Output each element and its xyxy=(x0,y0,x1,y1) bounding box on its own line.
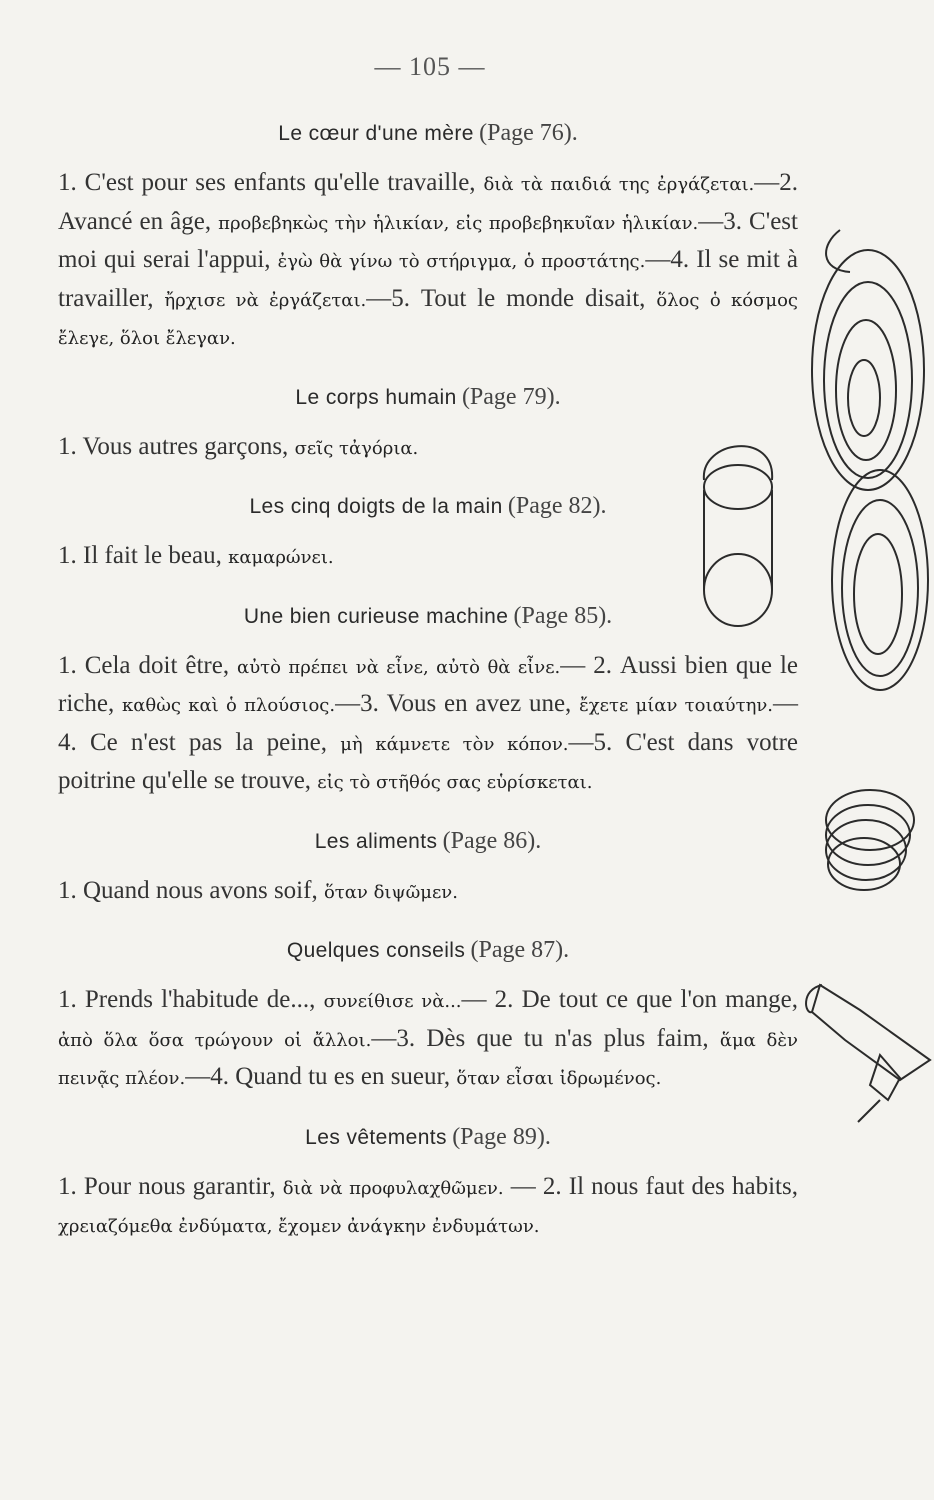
section-title: Une bien curieuse machine xyxy=(243,604,509,628)
greek-translation: ὅταν εἶσαι ἱδρωμένος. xyxy=(456,1068,662,1089)
section-paragraph xyxy=(58,982,798,1098)
section-page-ref: (Page 85). xyxy=(513,602,613,629)
section-paragraph xyxy=(58,165,798,358)
section-heading xyxy=(58,120,798,147)
greek-translation: διὰ τὰ παιδιά της ἐργάζεται. xyxy=(483,174,755,195)
french-phrase: —4. Quand tu es en sueur, xyxy=(185,1063,457,1090)
section-title: Le cœur d'une mère xyxy=(278,122,474,145)
greek-translation: ἀπὸ ὅλα ὅσα τρώγουν οἱ ἄλλοι. xyxy=(58,1029,372,1051)
french-phrase: —2. Avancé en âge, xyxy=(58,169,798,235)
greek-translation: ἅμα δὲν πεινᾷς πλέον. xyxy=(58,1029,798,1089)
section-paragraph xyxy=(58,429,798,468)
french-phrase: — 2. De tout ce que l'on mange, xyxy=(461,986,799,1013)
french-phrase: —4. Il se mit à travailler, xyxy=(58,246,798,312)
greek-translation: καμαρώνει. xyxy=(228,547,334,568)
section-page-ref: (Page 86). xyxy=(442,827,542,854)
section-page-ref: (Page 79). xyxy=(461,383,561,410)
section-title: Les aliments xyxy=(314,829,438,853)
french-phrase: 1. Vous autres garçons, xyxy=(58,432,295,460)
spiral-doodle-top xyxy=(812,230,924,490)
section-heading xyxy=(58,1124,798,1151)
greek-translation: συνείθισε νὰ... xyxy=(323,991,462,1012)
french-phrase: — 2. Il nous faut des habits, xyxy=(503,1172,798,1200)
circles-doodle xyxy=(826,790,914,890)
section-title: Le corps humain xyxy=(295,385,457,409)
greek-translation: αὐτὸ πρέπει νὰ εἶνε, αὐτὸ θὰ εἶνε. xyxy=(237,656,561,678)
greek-translation: ἔχετε μίαν τοιαύτην. xyxy=(579,695,774,716)
french-phrase: 1. Quand nous avons soif, xyxy=(58,876,324,904)
section-heading xyxy=(58,828,798,855)
page-text xyxy=(58,108,798,1272)
greek-translation: σεῖς τἀγόρια. xyxy=(294,437,419,459)
greek-translation: ἤρχισε νὰ ἐργάζεται. xyxy=(164,289,367,311)
section-paragraph xyxy=(58,1169,798,1246)
axe-doodle xyxy=(806,985,930,1122)
section-page-ref: (Page 87). xyxy=(470,937,570,963)
greek-translation: διὰ νὰ προφυλαχθῶμεν. xyxy=(282,1177,504,1199)
french-phrase: 1. Pour nous garantir, xyxy=(58,1172,283,1200)
french-phrase: —3. C'est moi qui serai l'appui, xyxy=(58,207,798,273)
section-title: Les cinq doigts de la main xyxy=(249,495,503,518)
french-phrase: —5. Tout le monde disait, xyxy=(366,284,657,312)
section-heading xyxy=(58,493,798,520)
greek-translation: καθὼς καὶ ὁ πλούσιος. xyxy=(122,695,336,716)
greek-translation: ὅταν διψῶμεν. xyxy=(323,881,458,903)
french-phrase: 1. Prends l'habitude de..., xyxy=(58,986,324,1013)
spiral-doodle-middle xyxy=(832,470,928,690)
section-title: Quelques conseils xyxy=(286,939,466,962)
section-heading xyxy=(58,603,798,630)
french-phrase: — 2. Aussi bien que le riche, xyxy=(58,651,798,717)
section-paragraph xyxy=(58,873,798,912)
section-title: Les vêtements xyxy=(305,1125,447,1149)
greek-translation: μὴ κάμνετε τὸν κόπον. xyxy=(340,733,569,755)
french-phrase: 1. Cela doit être, xyxy=(58,651,238,679)
section-heading xyxy=(58,384,798,411)
section-page-ref: (Page 76). xyxy=(479,120,578,146)
section-page-ref: (Page 82). xyxy=(507,493,607,519)
greek-translation: χρειαζόμεθα ἐνδύματα, ἔχομεν ἀνάγκην ἐνδυμάτων. xyxy=(58,1216,540,1237)
section-paragraph xyxy=(58,648,798,802)
french-phrase: —3. Vous en avez une, xyxy=(335,690,580,717)
section-heading xyxy=(58,937,798,964)
greek-translation: προβεβηκὼς τὴν ἡλικίαν, εἰς προβεβηκυῖαν ἡλικίαν. xyxy=(218,212,699,234)
french-phrase: —5. C'est dans votre poitrine qu'elle se trouve, xyxy=(58,728,798,794)
french-phrase: 1. C'est pour ses enfants qu'elle travaille, xyxy=(58,169,484,196)
french-phrase: —3. Dès que tu n'as plus faim, xyxy=(371,1024,720,1052)
greek-translation: ἐγὼ θὰ γίνω τὸ στήριγμα, ὁ προστάτης. xyxy=(277,251,646,272)
french-phrase: —4. Ce n'est pas la peine, xyxy=(58,690,799,756)
french-phrase: 1. Il fait le beau, xyxy=(58,542,229,569)
greek-translation: εἰς τὸ στῆθός σας εὑρίσκεται. xyxy=(317,772,593,793)
section-page-ref: (Page 89). xyxy=(452,1123,551,1150)
page-number: — 105 — xyxy=(374,52,486,81)
greek-translation: ὅλος ὁ κόσμος ἔλεγε, ὅλοι ἔλεγαν. xyxy=(58,289,798,349)
section-paragraph xyxy=(58,538,798,577)
